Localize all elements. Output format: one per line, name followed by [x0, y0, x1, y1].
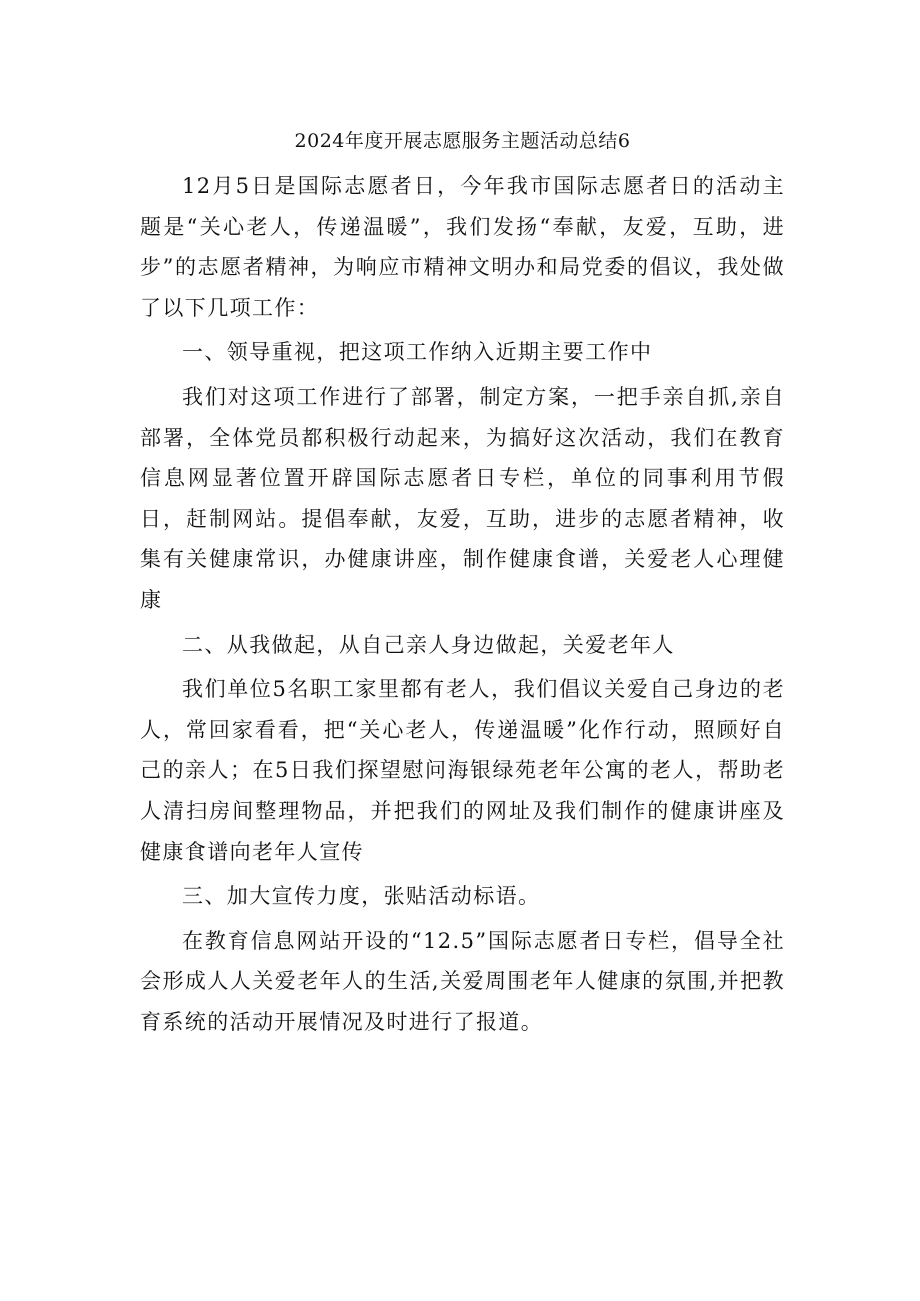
section-body-2: 我们单位5名职工家里都有老人，我们倡议关爱自己身边的老人，常回家看看，把“关心老人，传递温暖”化作行动，照顾好自己的亲人；在5日我们探望慰问海银绿苑老年公寓的老人，帮助老人清扫房间整理物品，并把我们的网址及我们制作的健康讲座及健康食谱向老年人宣传 [140, 677, 785, 864]
section-body-1: 我们对这项工作进行了部署，制定方案，一把手亲自抓,亲自部署，全体党员都积极行动起来，为搞好这次活动，我们在教育信息网显著位置开辟国际志愿者日专栏，单位的同事利用节假日，赶制网站。提倡奉献，友爱，互助，进步的志愿者精神，收集有关健康常识，办健康讲座，制作健康食谱，关爱老人心理健康 [140, 384, 785, 612]
section-heading-3: 三、加大宣传力度，张贴活动标语。 [182, 884, 541, 909]
section-heading-2: 二、从我做起，从自己亲人身边做起，关爱老年人 [182, 632, 675, 657]
section-heading-1: 一、领导重视，把这项工作纳入近期主要工作中 [182, 340, 653, 365]
document-title: 2024年度开展志愿服务主题活动总结6 [294, 130, 631, 152]
section-body-3: 在教育信息网站开设的“12.5”国际志愿者日专栏，倡导全社会形成人人关爱老年人的生活,关爱周围老年人健康的氛围,并把教育系统的活动开展情况及时进行了报道。 [140, 928, 785, 1034]
document-page [140, 125, 785, 1042]
intro-paragraph: 12月5日是国际志愿者日，今年我市国际志愿者日的活动主题是“关心老人，传递温暖”，我们发扬“奉献，友爱，互助，进步”的志愿者精神，为响应市精神文明办和局党委的倡议，我处做了以下几项工作： [140, 174, 785, 320]
